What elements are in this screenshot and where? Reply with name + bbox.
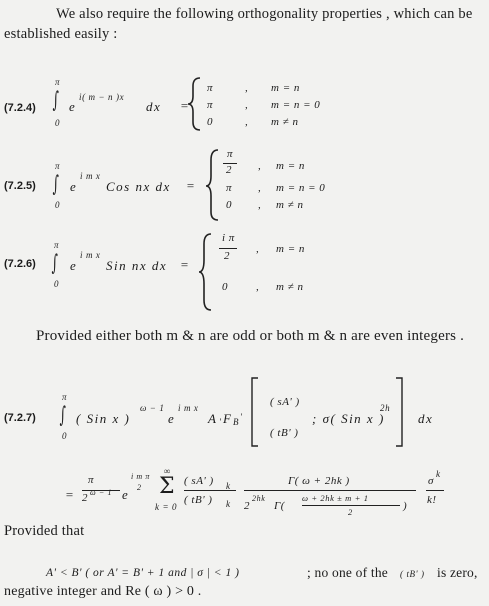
eq725-comma-1: , xyxy=(258,160,262,172)
eq724-comma-2: , xyxy=(245,99,249,111)
eq727-bottom-param: ( tB' ) xyxy=(270,427,299,439)
eq726-integral-sign: ∫ xyxy=(51,251,58,276)
intro-line-2: established easily : xyxy=(4,26,118,42)
rhs-sa: ( sA' ) xyxy=(184,475,214,487)
rhs-gamma-den-post: ) xyxy=(403,500,408,512)
eq725-lower-limit: 0 xyxy=(55,200,60,210)
eq725-case2-cond: m = n = 0 xyxy=(276,182,326,194)
eq727-prime-B: ' xyxy=(240,412,243,422)
rhs-two-b-exp: 2hk xyxy=(252,494,266,503)
rhs-e-exp-num: i m π xyxy=(131,472,151,481)
eq727-prime-A: ' xyxy=(219,417,222,427)
eq727-sin-body: ( Sin x ) xyxy=(76,411,131,426)
provided-either-text: Provided either both m & n are odd or both m & n are even integers . xyxy=(36,328,465,344)
rhs-frac-line-3 xyxy=(244,490,416,491)
eq724-comma-1: , xyxy=(245,82,249,94)
rhs-gamma-den-den: 2 xyxy=(348,507,353,517)
eq726-equals: = xyxy=(180,257,191,272)
eq727-integral-sign: ∫ xyxy=(59,403,66,428)
eq724-upper-limit: π xyxy=(55,77,60,87)
eq-number-727: (7.2.7) xyxy=(4,412,36,424)
brace-726 xyxy=(199,234,211,310)
eq726-comma-1: , xyxy=(256,243,260,255)
eq727-sigma-term: ; σ( Sin x ) xyxy=(312,411,385,426)
eq727-A: A xyxy=(208,411,218,426)
rhs-k-factorial: k! xyxy=(427,494,437,506)
rhs-e: e xyxy=(122,487,130,502)
rhs-equals: = xyxy=(65,487,76,502)
eq726-case2-value: 0 xyxy=(222,281,228,293)
rhs-tb: ( tB' ) xyxy=(184,494,213,506)
eq726-case1-den: 2 xyxy=(224,250,230,262)
rhs-frac-line-4 xyxy=(302,505,400,506)
eq725-case1-cond: m = n xyxy=(276,160,305,172)
bracket-left-727 xyxy=(252,378,258,446)
eq724-exponent: i( m − n )x xyxy=(79,92,125,102)
condition-line-1b: ; no one of the xyxy=(307,565,388,580)
rhs-gamma-num: Γ( ω + 2hk ) xyxy=(288,475,350,487)
eq727-e-exponent: i m x xyxy=(178,403,199,413)
rhs-two: 2 xyxy=(82,492,88,504)
eq724-case2-value: π xyxy=(207,99,214,111)
eq724-e: e xyxy=(69,99,77,114)
eq726-upper-limit: π xyxy=(54,240,59,250)
eq724-lower-limit: 0 xyxy=(55,118,60,128)
eq724-case3-cond: m ≠ n xyxy=(271,116,299,128)
eq725-equals: = xyxy=(186,178,197,193)
rhs-frac-line-2 xyxy=(184,490,236,491)
eq725-case3-value: 0 xyxy=(226,199,232,211)
rhs-two-b: 2 xyxy=(244,500,250,512)
eq726-case2-cond: m ≠ n xyxy=(276,281,304,293)
eq-number-724: (7.2.4) xyxy=(4,102,36,114)
provided-that-label: Provided that xyxy=(4,523,85,539)
eq727-lower-limit: 0 xyxy=(62,431,67,441)
rhs-e-exp-den: 2 xyxy=(137,483,142,492)
eq726-trig: Sin nx dx xyxy=(106,258,168,273)
eq725-comma-2: , xyxy=(258,182,262,194)
eq727-sigma-power: 2h xyxy=(380,403,391,413)
eq725-comma-3: , xyxy=(258,199,262,211)
eq726-case1-num: i π xyxy=(222,232,235,244)
eq725-integral-sign: ∫ xyxy=(52,172,59,197)
eq725-case2-value: π xyxy=(226,182,233,194)
rhs-frac-line-5 xyxy=(426,490,444,491)
condition-line-2: negative integer and Re ( ω ) > 0 . xyxy=(4,584,202,599)
eq724-equals: = xyxy=(180,98,191,113)
bracket-right-727 xyxy=(396,378,402,446)
eq724-case2-cond: m = n = 0 xyxy=(271,99,321,111)
rhs-two-exponent: ω − 1 xyxy=(90,488,113,497)
eq724-case3-value: 0 xyxy=(207,116,213,128)
eq727-top-param: ( sA' ) xyxy=(270,396,300,408)
rhs-sigma: σ xyxy=(428,475,434,487)
intro-line-1: We also require the following orthogonality properties , which can be xyxy=(56,6,473,22)
eq725-upper-limit: π xyxy=(55,161,60,171)
eq727-dx: dx xyxy=(418,411,434,426)
rhs-tb-k: k xyxy=(226,499,231,509)
eq726-comma-2: , xyxy=(256,281,260,293)
rhs-sum-top: ∞ xyxy=(164,466,172,476)
eq724-case1-value: π xyxy=(207,82,214,94)
eq724-comma-3: , xyxy=(245,116,249,128)
eq726-frac-line xyxy=(219,248,237,249)
condition-line-1d: is zero, xyxy=(437,565,478,580)
rhs-gamma-den-pre: Γ( xyxy=(274,500,285,512)
rhs-sigma-exp: k xyxy=(436,469,441,479)
eq725-e: e xyxy=(70,179,78,194)
eq724-dx: dx xyxy=(146,99,162,114)
eq725-trig: Cos nx dx xyxy=(106,179,171,194)
eq725-case1-num: π xyxy=(227,148,234,160)
rhs-sum-bottom: k = 0 xyxy=(155,502,178,512)
eq726-e: e xyxy=(70,258,78,273)
eq727-upper-limit: π xyxy=(62,392,67,402)
rhs-pi: π xyxy=(88,474,95,486)
eq725-case3-cond: m ≠ n xyxy=(276,199,304,211)
eq726-case1-cond: m = n xyxy=(276,243,305,255)
eq725-exponent: i m x xyxy=(80,171,101,181)
eq726-lower-limit: 0 xyxy=(54,279,59,289)
eq725-case1-den: 2 xyxy=(226,164,232,176)
rhs-sum-symbol: Σ xyxy=(159,474,175,499)
rhs-gamma-den-num: ω + 2hk ± m + 1 xyxy=(302,493,369,503)
eq-number-726: (7.2.6) xyxy=(4,258,36,270)
eq727-e: e xyxy=(168,411,176,426)
eq724-integral-sign: ∫ xyxy=(52,88,59,113)
eq727-F: F xyxy=(223,411,233,426)
eq724-case1-cond: m = n xyxy=(271,82,300,94)
eq727-B: B xyxy=(233,417,240,427)
condition-line-1c: ( tB' ) xyxy=(400,569,425,579)
brace-725 xyxy=(206,150,218,220)
eq-number-725: (7.2.5) xyxy=(4,180,36,192)
eq727-power: ω − 1 xyxy=(140,403,165,413)
eq726-exponent: i m x xyxy=(80,250,101,260)
condition-line-1a: A' < B' ( or A' = B' + 1 and | σ | < 1 ) xyxy=(46,567,240,579)
rhs-sa-k: k xyxy=(226,481,231,491)
